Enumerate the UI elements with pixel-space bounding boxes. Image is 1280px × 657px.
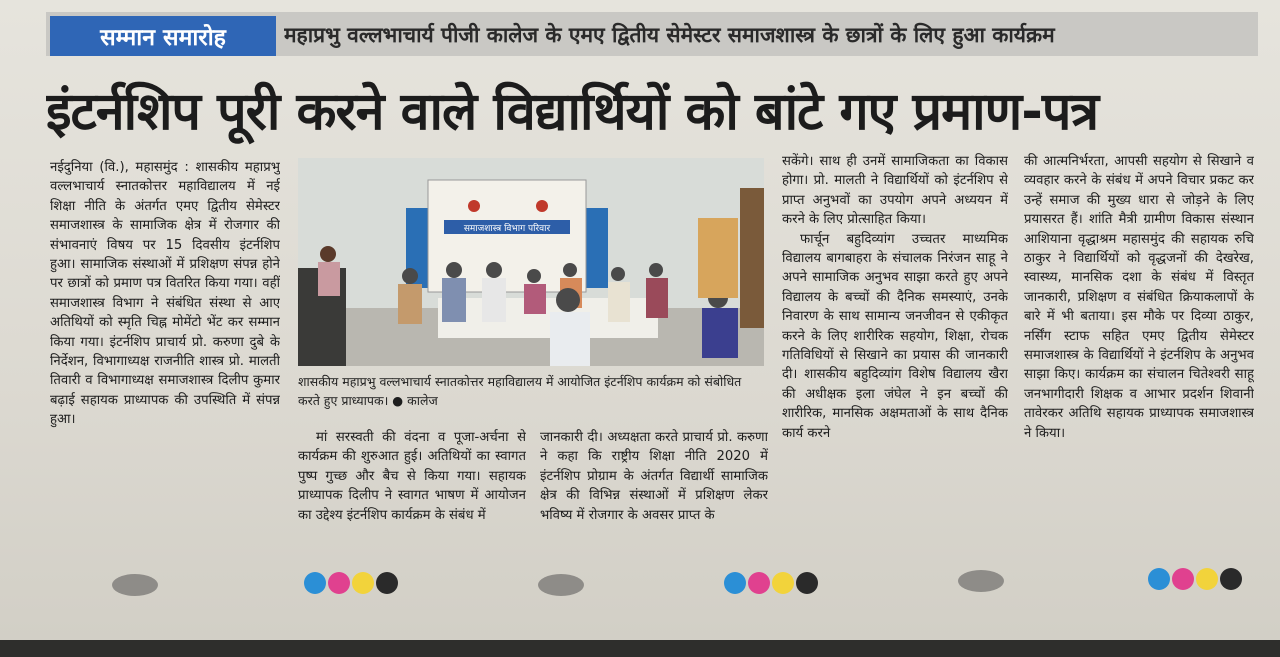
headline: इंटर्नशिप पूरी करने वाले विद्यार्थियों को बांटे गए प्रमाण-पत्र <box>46 82 1099 142</box>
yellow-mark <box>772 572 794 594</box>
paragraph: जानकारी दी। अध्यक्षता करते प्राचार्य प्रो. करुणा ने कहा कि राष्ट्रीय शिक्षा नीति 2020 में इंटर्नशिप प्रोग्राम के अंतर्गत विद्यार्थी सामाजिक क्षेत्र की विभिन्न संस्थाओं में प्रशिक्षण लेकर भविष्य में रोजगार के अवसर प्राप्त के <box>540 430 768 523</box>
paragraph: की आत्मनिर्भरता, आपसी सहयोग से सिखाने व व्यवहार करने के संबंध में अपने विचार प्रकट कर उन्हें समाज की मुख्य धारा से जोड़ने के लिए प्रयासरत हैं। शांति मैत्री ग्रामीण विकास संस्थान आशियाना वृद्धाश्रम महासमुंद की सहायक रुचि ठाकुर ने विद्यार्थियों को वृद्धजनों की देखरेख, स्वास्थ्य, मानसिक दशा के संबंध में विस्तृत जानकारी, प्रशिक्षण व संबंधित क्रियाकलापों के बारे में भी बताया। इस मौके पर दिव्या ठाकुर, नर्सिंग स्टाफ सहित एमए द्वितीय सेमेस्टर समाजशास्त्र के विद्यार्थियों ने इंटर्नशिप के अनुभव साझा किए। कार्यक्रम का संचालन चितेश्वरी साहू जनभागीदारी शिक्षक व आभार प्रदर्शन शिवानी तावेरकर अतिथि सहायक प्राध्यापक समाजशास्त्र ने किया। <box>1024 154 1254 441</box>
color-registration-marks <box>1148 568 1242 590</box>
magenta-mark <box>328 572 350 594</box>
magenta-mark <box>748 572 770 594</box>
cyan-mark <box>304 572 326 594</box>
black-mark <box>376 572 398 594</box>
photo-caption: शासकीय महाप्रभु वल्लभाचार्य स्नातकोत्तर महाविद्यालय में आयोजित इंटर्नशिप कार्यक्रम को संबोधित करते हुए प्राध्यापक। ● कालेज <box>298 374 742 408</box>
section-tag: सम्मान समारोह <box>50 16 276 56</box>
paragraph: नईदुनिया (वि.), महासमुंद : शासकीय महाप्रभु वल्लभाचार्य स्नातकोत्तर महाविद्यालय में नई शिक्षा नीति के अंतर्गत एमए द्वितीय सेमेस्टर समाजशास्त्र के सामाजिक क्षेत्र में रोजगार की संभावनाएं विषय पर 15 दिवसीय इंटर्नशिप हुआ। सामाजिक संस्थाओं में प्रशिक्षण संपन्न होने पर छात्रों को प्रमाण पत्र वितरित किया गया। वहीं समाजशास्त्र विभाग ने संबंधित संस्था से आए अतिथियों को स्मृति चिह्न मोमेंटो भेंट कर सम्मान किया गया। इंटर्नशिप प्राचार्य प्रो. करुणा दुबे के निर्देशन, विभागाध्यक्ष राजनीति शास्त्र प्रो. मालती तिवारी व विभागाध्यक्ष समाजशास्त्र दिलीप कुमार बढ़ाई सहायक प्राध्यापक की उपस्थिति में संपन्न हुआ। <box>50 160 280 428</box>
print-registration-oval <box>958 570 1004 592</box>
article-column-5 <box>1024 152 1254 562</box>
magenta-mark <box>1172 568 1194 590</box>
yellow-mark <box>352 572 374 594</box>
cyan-mark <box>724 572 746 594</box>
cyan-mark <box>1148 568 1170 590</box>
paragraph: फार्चून बहुदिव्यांग उच्चतर माध्यमिक विद्यालय बागबाहरा के संचालक निरंजन साहू ने अपने सामाजिक अनुभव साझा करते हुए अपने विद्यालय के बच्चों की दैनिक समस्याएं, उनके निवारण के साथ सामान्य जनजीवन से एकीकृत करने के लिए शारीरिक सहयोग, शिक्षा, रोचक गतिविधियों से सिखाने का प्रयास की जानकारी दी। शासकीय बहुदिव्यांग विशेष विद्यालय खैरा की अधीक्षक इला जंघेल ने इन बच्चों की शारीरिक, मानसिक अक्षमताओं के साथ दैनिक कार्य करने <box>782 231 1008 441</box>
banner-text: समाजशास्त्र विभाग परिवार <box>463 224 551 234</box>
color-registration-marks <box>304 572 398 594</box>
article-column-1 <box>50 158 280 560</box>
print-registration-oval <box>112 574 158 596</box>
color-registration-marks <box>724 572 818 594</box>
article-column-2 <box>298 428 526 562</box>
table-surface <box>0 640 1280 657</box>
paragraph: मां सरस्वती की वंदना व पूजा-अर्चना से कार्यक्रम की शुरुआत हुई। अतिथियों का स्वागत पुष्प गुच्छ और बैच से किया गया। सहायक प्राध्यापक दिलीप ने स्वागत भाषण में आयोजन का उद्देश्य इंटर्नशिप कार्यक्रम के संबंध में <box>298 430 526 523</box>
yellow-mark <box>1196 568 1218 590</box>
black-mark <box>796 572 818 594</box>
article-column-4 <box>782 152 1008 562</box>
article-column-3 <box>540 428 768 562</box>
kicker-text: महाप्रभु वल्लभाचार्य पीजी कालेज के एमए द्वितीय सेमेस्टर समाजशास्त्र के छात्रों के लिए हुआ कार्यक्रम <box>284 23 1055 47</box>
print-registration-oval <box>538 574 584 596</box>
event-photo <box>298 158 764 366</box>
paragraph: सकेंगे। साथ ही उनमें सामाजिकता का विकास होगा। प्रो. मालती ने विद्यार्थियों को इंटर्नशिप से प्राप्त अनुभवों का उपयोग अपने अध्ययन में करने के लिए प्रोत्साहित किया। <box>782 154 1008 228</box>
black-mark <box>1220 568 1242 590</box>
event-photo-illustration <box>298 158 764 366</box>
